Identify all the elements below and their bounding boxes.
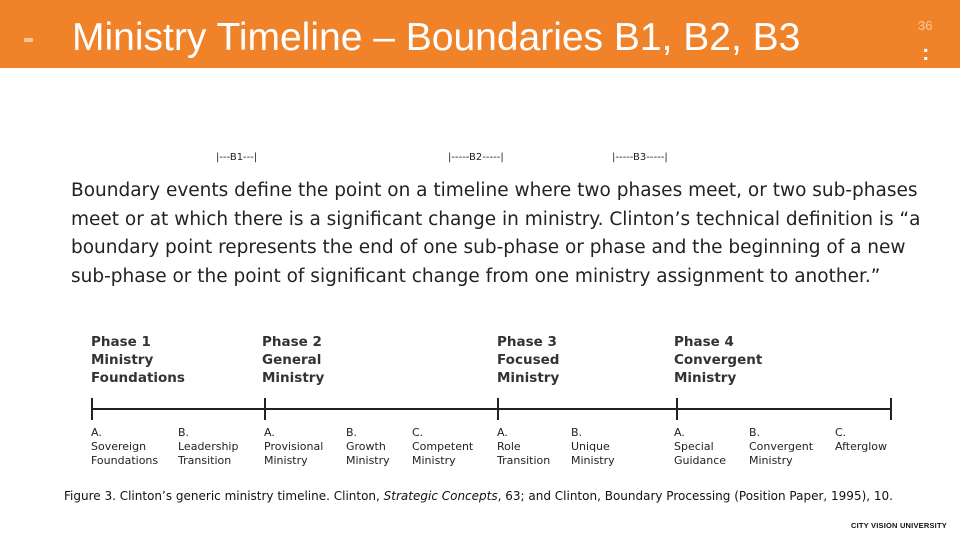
slide-number: 36	[918, 18, 933, 33]
subphase-line2: Foundations	[91, 454, 159, 467]
subphase-line1: Leadership	[178, 440, 239, 453]
subphase-letter: A.	[497, 426, 508, 439]
subphase-letter: A.	[264, 426, 275, 439]
subphase-line2: Ministry	[412, 454, 456, 467]
phase-1-label	[91, 333, 185, 387]
title-bar	[0, 0, 960, 68]
phase-name-line1: Ministry	[91, 352, 154, 368]
phase-3-label	[497, 333, 559, 387]
phase-2-label	[262, 333, 324, 387]
subphase-item	[749, 426, 813, 468]
body-paragraph: Boundary events define the point on a timeline where two phases meet, or two sub-phases meet or at which there is a significant change in ministry. Clinton’s technical definition is “a boundary point represents the end of one sub-phase or phase and the beginning of a new sub-phase or the point of significant change from one ministry assignment to another.”	[71, 180, 921, 287]
phase-number: Phase 3	[497, 334, 557, 350]
subphase-line2: Ministry	[571, 454, 615, 467]
phase-name-line2: Ministry	[262, 370, 325, 386]
phase-name-line2: Ministry	[674, 370, 737, 386]
subphase-letter: C.	[412, 426, 424, 439]
phase-name-line1: Convergent	[674, 352, 763, 368]
subphase-line2: Guidance	[674, 454, 727, 467]
subphase-letter: A.	[674, 426, 685, 439]
subphase-line1: Special	[674, 440, 714, 453]
phase-name-line2: Ministry	[497, 370, 560, 386]
phase-name-line2: Foundations	[91, 370, 185, 386]
subphase-item	[835, 426, 887, 454]
subphase-line1: Competent	[412, 440, 474, 453]
subphase-line1: Afterglow	[835, 440, 887, 453]
subphase-line1: Sovereign	[91, 440, 147, 453]
subphase-item	[674, 426, 726, 468]
subphase-item	[346, 426, 390, 468]
caption-text: Figure 3. Clinton’s generic ministry timeline. Clinton,	[64, 489, 384, 503]
phase-number: Phase 2	[262, 334, 322, 350]
caption-text: , 63; and Clinton, Boundary Processing (Position Paper, 1995), 10.	[497, 489, 893, 503]
slide-title: Ministry Timeline – Boundaries B1, B2, B3	[72, 16, 801, 59]
subphase-item	[497, 426, 550, 468]
timeline-tick-b1	[264, 398, 266, 420]
subphase-letter: B.	[178, 426, 190, 439]
figure-caption	[64, 489, 893, 503]
subphase-item	[412, 426, 473, 468]
timeline-axis	[92, 408, 892, 410]
boundary-marker-b2: |-----B2-----|	[448, 152, 504, 163]
subphase-letter: B.	[571, 426, 583, 439]
footer-logo: CITY VISION UNIVERSITY	[851, 521, 947, 530]
colon-mark: :	[922, 40, 930, 65]
subphase-item	[264, 426, 323, 468]
phase-number: Phase 1	[91, 334, 151, 350]
subphase-line1: Role	[497, 440, 521, 453]
boundary-marker-b1: |---B1---|	[216, 152, 258, 163]
subphase-item	[571, 426, 615, 468]
timeline-tick-end	[890, 398, 892, 420]
phase-name-line1: General	[262, 352, 322, 368]
timeline-tick-b2	[497, 398, 499, 420]
subphase-line1: Growth	[346, 440, 386, 453]
phase-number: Phase 4	[674, 334, 734, 350]
bullet-icon	[24, 38, 33, 42]
subphase-line2: Transition	[497, 454, 551, 467]
subphase-line2: Ministry	[346, 454, 390, 467]
subphase-line1: Convergent	[749, 440, 814, 453]
subphase-line1: Unique	[571, 440, 610, 453]
phase-4-label	[674, 333, 762, 387]
subphase-letter: A.	[91, 426, 102, 439]
timeline-tick-start	[91, 398, 93, 420]
phase-name-line1: Focused	[497, 352, 560, 368]
subphase-letter: B.	[346, 426, 358, 439]
caption-italic-title: Strategic Concepts	[383, 489, 498, 503]
boundary-marker-b3: |-----B3-----|	[612, 152, 668, 163]
subphase-line2: Transition	[178, 454, 232, 467]
subphase-line1: Provisional	[264, 440, 324, 453]
subphase-letter: C.	[835, 426, 847, 439]
timeline-tick-b3	[676, 398, 678, 420]
subphase-letter: B.	[749, 426, 761, 439]
subphase-item	[178, 426, 238, 468]
subphase-item	[91, 426, 158, 468]
subphase-line2: Ministry	[264, 454, 308, 467]
subphase-line2: Ministry	[749, 454, 793, 467]
